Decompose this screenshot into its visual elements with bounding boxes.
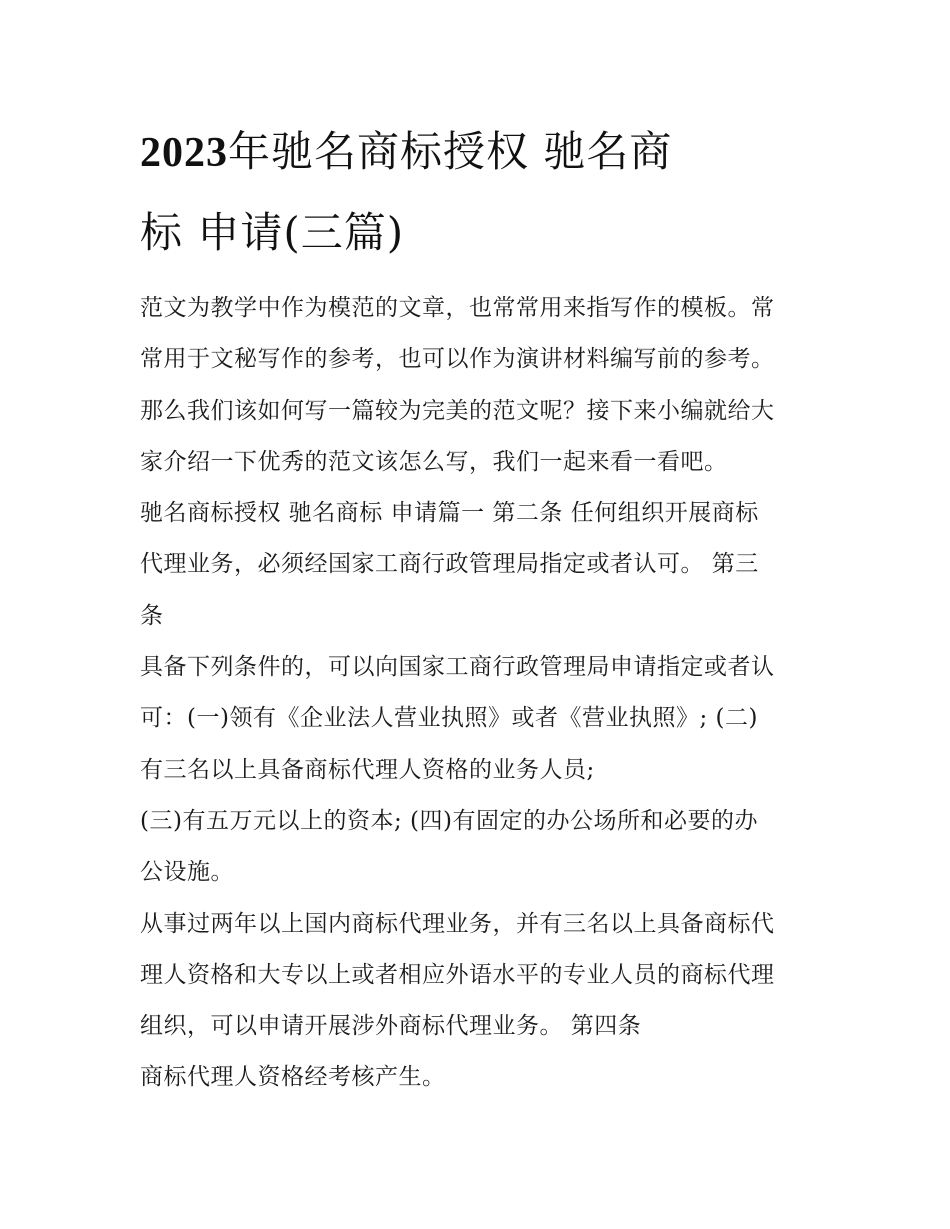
text-line: 常用于文秘写作的参考，也可以作为演讲材料编写前的参考。 [140,346,775,373]
title-line-1 [140,112,820,193]
paragraph-foreign-agency [140,899,820,1053]
paragraph-article-3-conditions [140,642,820,796]
text-line: 可：(一)领有《企业法人营业执照》或者《营业执照》; (二) [140,705,758,732]
paragraph-article-3-capital [140,796,820,899]
text-line: 那么我们该如何写一篇较为完美的范文呢？接下来小编就给大 [140,397,775,424]
paragraph-intro [140,283,820,488]
text-line: 家介绍一下优秀的范文该怎么写，我们一起来看一看吧。 [140,448,728,475]
document-page [140,112,820,1104]
text-line: 条 [140,602,164,629]
document-title [140,112,820,273]
text-line: 驰名商标授权 驰名商标 申请篇一 第二条 任何组织开展商标 [140,500,759,527]
text-line: 商标代理人资格经考核产生。 [140,1064,446,1091]
title-line-1-text: 年驰名商标授权 驰名商 [228,127,673,176]
text-line: 代理业务，必须经国家工商行政管理局指定或者认可。 第三 [140,551,759,578]
paragraph-article-4 [140,1052,820,1103]
document-body [140,283,820,1104]
text-line: 理人资格和大专以上或者相应外语水平的专业人员的商标代理 [140,961,775,988]
title-line-2: 标 申请(三篇) [140,208,405,257]
text-line: 公设施。 [140,859,234,886]
text-line: (三)有五万元以上的资本; (四)有固定的办公场所和必要的办 [140,807,758,834]
text-line: 具备下列条件的，可以向国家工商行政管理局申请指定或者认 [140,654,775,681]
paragraph-article-2 [140,488,820,642]
title-year: 2023 [140,130,228,176]
text-line: 从事过两年以上国内商标代理业务，并有三名以上具备商标代 [140,910,775,937]
text-line: 有三名以上具备商标代理人资格的业务人员; [140,756,595,783]
text-line: 组织，可以申请开展涉外商标代理业务。 第四条 [140,1013,642,1040]
text-line: 范文为教学中作为模范的文章，也常常用来指写作的模板。常 [140,295,775,321]
